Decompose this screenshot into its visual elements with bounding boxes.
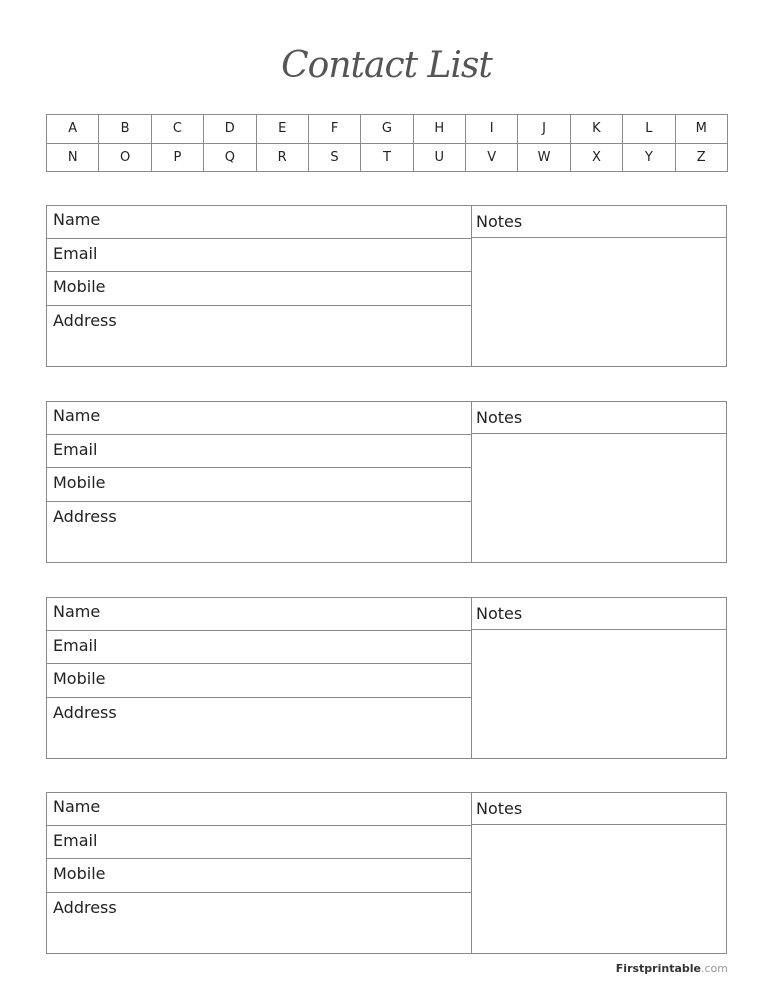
letter-cell[interactable]: C [151, 115, 203, 144]
letter-cell[interactable]: I [466, 115, 518, 144]
notes-header [472, 793, 726, 825]
address-field[interactable] [47, 502, 471, 562]
letter-cell[interactable]: A [47, 115, 99, 144]
contact-fields [47, 598, 472, 758]
letter-cell[interactable]: F [308, 115, 360, 144]
mobile-field[interactable] [47, 272, 471, 306]
name-label: Name [53, 406, 101, 425]
contact-fields [47, 206, 472, 366]
address-field[interactable] [47, 893, 471, 953]
letter-cell[interactable]: Z [675, 143, 728, 172]
name-field[interactable] [47, 402, 471, 435]
mobile-label: Mobile [53, 473, 106, 492]
email-field[interactable] [47, 435, 471, 468]
name-field[interactable] [47, 206, 471, 239]
contact-fields [47, 402, 472, 562]
alphabet-row-2 [47, 143, 728, 172]
alphabet-row-1 [47, 115, 728, 144]
letter-cell[interactable]: Q [204, 143, 256, 172]
letter-cell[interactable]: Y [623, 143, 675, 172]
mobile-field[interactable] [47, 664, 471, 698]
mobile-label: Mobile [53, 669, 106, 688]
address-label: Address [53, 898, 117, 917]
letter-cell[interactable]: D [204, 115, 256, 144]
letter-cell[interactable]: R [256, 143, 308, 172]
mobile-field[interactable] [47, 859, 471, 893]
address-label: Address [53, 703, 117, 722]
email-label: Email [53, 831, 98, 850]
notes-label: Notes [476, 212, 523, 231]
letter-cell[interactable]: U [413, 143, 465, 172]
letter-cell[interactable]: L [623, 115, 675, 144]
address-label: Address [53, 311, 117, 330]
contact-card-1 [46, 205, 727, 367]
notes-header [472, 598, 726, 630]
address-field[interactable] [47, 698, 471, 758]
letter-cell[interactable]: X [570, 143, 622, 172]
address-field[interactable] [47, 306, 471, 366]
letter-cell[interactable]: B [99, 115, 151, 144]
page-title: Contact List [281, 45, 492, 86]
brand-name: Firstprintable [615, 962, 701, 975]
email-label: Email [53, 440, 98, 459]
name-label: Name [53, 210, 101, 229]
name-field[interactable] [47, 793, 471, 826]
letter-cell[interactable]: T [361, 143, 413, 172]
notes-header [472, 206, 726, 238]
mobile-label: Mobile [53, 864, 106, 883]
letter-cell[interactable]: V [466, 143, 518, 172]
name-field[interactable] [47, 598, 471, 631]
email-label: Email [53, 636, 98, 655]
contact-fields [47, 793, 472, 953]
brand-domain: .com [701, 962, 728, 975]
notes-header [472, 402, 726, 434]
letter-cell[interactable]: M [675, 115, 728, 144]
email-label: Email [53, 244, 98, 263]
letter-cell[interactable]: N [47, 143, 99, 172]
address-label: Address [53, 507, 117, 526]
letter-cell[interactable]: W [518, 143, 570, 172]
letter-cell[interactable]: E [256, 115, 308, 144]
notes-label: Notes [476, 604, 523, 623]
contact-card-3 [46, 597, 727, 759]
email-field[interactable] [47, 826, 471, 859]
letter-cell[interactable]: G [361, 115, 413, 144]
contact-card-4 [46, 792, 727, 954]
mobile-label: Mobile [53, 277, 106, 296]
notes-label: Notes [476, 408, 523, 427]
notes-label: Notes [476, 799, 523, 818]
contact-card-2 [46, 401, 727, 563]
alphabet-index [46, 114, 728, 172]
letter-cell[interactable]: P [151, 143, 203, 172]
letter-cell[interactable]: S [308, 143, 360, 172]
name-label: Name [53, 602, 101, 621]
email-field[interactable] [47, 631, 471, 664]
footer-brand [616, 962, 728, 975]
letter-cell[interactable]: K [570, 115, 622, 144]
letter-cell[interactable]: O [99, 143, 151, 172]
letter-cell[interactable]: H [413, 115, 465, 144]
email-field[interactable] [47, 239, 471, 272]
name-label: Name [53, 797, 101, 816]
mobile-field[interactable] [47, 468, 471, 502]
letter-cell[interactable]: J [518, 115, 570, 144]
